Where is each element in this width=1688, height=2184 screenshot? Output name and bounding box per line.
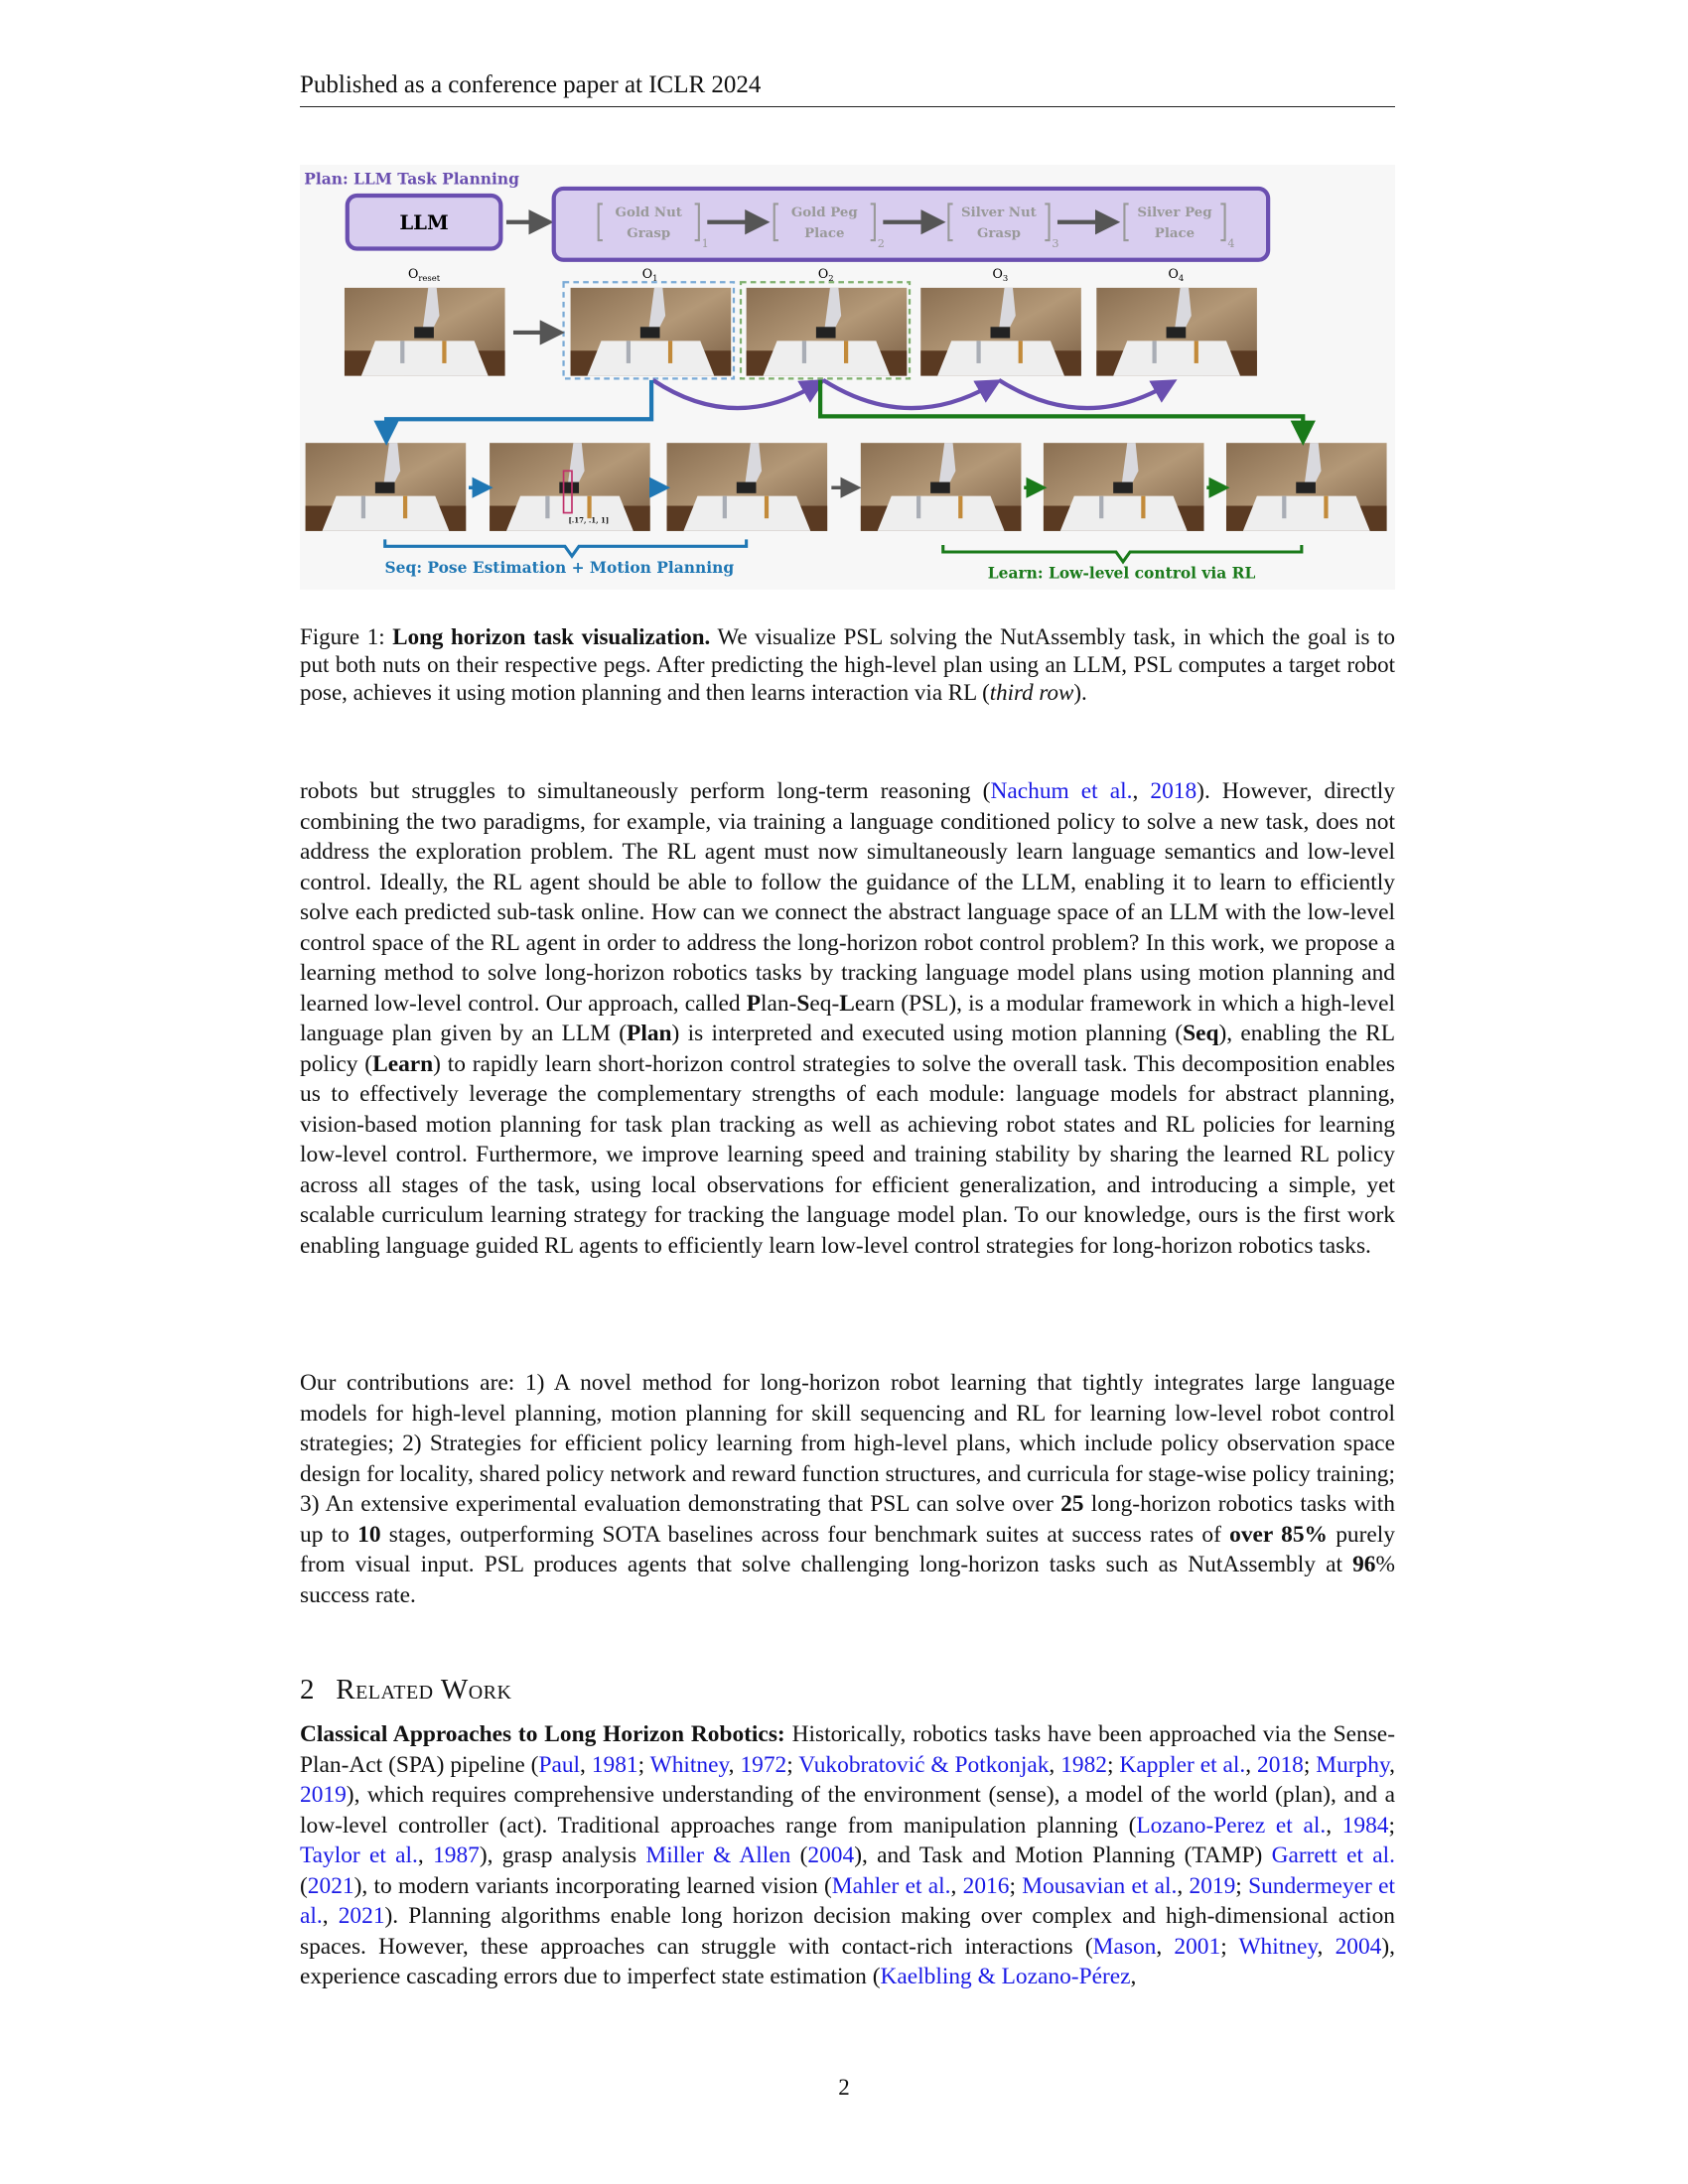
text-run: Historically, robotics tasks have been approached via the Sense-Plan-Act (SPA) pipeline ( xyxy=(300,1721,1395,1778)
bold-text: L xyxy=(839,990,855,1017)
observation-image xyxy=(920,288,1081,376)
page-number: 2 xyxy=(838,2075,850,2100)
section-number: 2 xyxy=(300,1674,315,1706)
trajectory-image xyxy=(861,443,1022,531)
citation-link[interactable]: 1987 xyxy=(433,1843,480,1868)
text-run: ; xyxy=(1303,1751,1317,1778)
text-run: ). However, directly combining the two paradigms, for example, via training a language conditioned policy to solve a new task, does not address the exploration problem. The RL agent must now simultaneously learn language semantics and low-level control. Ideally, the RL agent should be able to follow the guidance of the LLM, enabling it to learn to efficiently solve each predicted sub-task online. How can we connect the abstract language space of an LLM with the low-level control space of the RL agent in order to address the long-horizon robot control problem? In this work, we propose a learning method to solve long-horizon robotics tasks by tracking language model plans using motion planning and learned low-level control. Our approach, called xyxy=(300,778,1395,1017)
step-line2: Place xyxy=(804,225,845,242)
caption-label: Figure 1: xyxy=(300,624,393,649)
observation-label: $O_3$ xyxy=(992,266,1009,283)
section-heading xyxy=(300,1674,511,1706)
text-run: earn (PSL), is a modular framework in which a high-level language plan given by an LLM ( xyxy=(300,990,1395,1046)
citation-link[interactable]: Vukobratović & Potkonjak xyxy=(798,1751,1050,1778)
section-title: Related Work xyxy=(336,1674,512,1706)
llm-label: LLM xyxy=(399,210,449,234)
citation-link[interactable]: Garrett et al. xyxy=(1271,1843,1396,1868)
citation-link[interactable]: 1981 xyxy=(591,1751,638,1778)
text-run: ; xyxy=(1009,1872,1023,1899)
citation-link[interactable]: 2004 xyxy=(807,1843,855,1868)
observation-image xyxy=(571,288,732,376)
step-line2: Grasp xyxy=(976,225,1021,242)
citation-link[interactable]: Taylor et al. xyxy=(300,1843,418,1868)
text-run: , xyxy=(950,1872,963,1899)
text-run: stages, outperforming SOTA baselines across four benchmark suites at success rates of xyxy=(380,1521,1230,1548)
step-line1: Gold Nut xyxy=(615,205,682,221)
citation-link[interactable]: 1972 xyxy=(740,1751,787,1778)
step-index: 3 xyxy=(1052,237,1059,251)
citation-link[interactable]: 1984 xyxy=(1341,1812,1389,1839)
citation-link[interactable]: Mason xyxy=(1092,1933,1157,1960)
citation-link[interactable]: Mahler et al. xyxy=(831,1872,951,1899)
bold-text: 10 xyxy=(357,1521,381,1548)
caption-italic: third row xyxy=(989,680,1074,705)
bold-text: 96 xyxy=(1352,1552,1376,1577)
bold-text: P xyxy=(746,990,762,1017)
citation-link[interactable]: 2021 xyxy=(307,1872,354,1899)
citation-link[interactable]: 2001 xyxy=(1174,1933,1221,1960)
bold-text: Classical Approaches to Long Horizon Robotics: xyxy=(300,1721,785,1747)
text-run: ; xyxy=(1388,1812,1395,1839)
text-run: lan- xyxy=(761,990,797,1017)
text-run: ; xyxy=(637,1751,650,1778)
citation-link[interactable]: Miller & Allen xyxy=(645,1843,791,1868)
bold-text: Seq xyxy=(1183,1021,1219,1046)
figure-caption xyxy=(300,623,1395,707)
text-run: ; xyxy=(1235,1872,1249,1899)
step-line1: Silver Nut xyxy=(961,205,1037,221)
bold-text: Learn xyxy=(372,1050,434,1077)
plan-label: Plan: LLM Task Planning xyxy=(304,169,519,189)
text-run: ( xyxy=(790,1843,808,1868)
running-header: Published as a conference paper at ICLR 2024 xyxy=(300,71,762,98)
text-run: , xyxy=(580,1751,592,1778)
observation-image xyxy=(1096,288,1257,376)
text-run: , xyxy=(1317,1933,1336,1960)
text-run: ) to rapidly learn short-horizon control strategies to solve the overall task. This decomposition enables us to effectively leverage the complementary strengths of each module: language models for abstract planning, vision-based motion planning for task plan tracking as well as achieving robot states and RL policies for learning low-level control. Furthermore, we improve learning speed and training stability by sharing the learned RL policy across all stages of the task, using local observations for efficient generalization, and introducing a simple, yet scalable curriculum learning strategy for tracking the language model plan. To our knowledge, ours is the first work enabling language guided RL agents to efficiently learn low-level control strategies for long-horizon robotics tasks. xyxy=(300,1050,1395,1259)
text-run: ), and Task and Motion Planning (TAMP) xyxy=(854,1843,1272,1868)
figure-diagram xyxy=(300,165,1395,590)
text-run: ) is interpreted and executed using motion planning ( xyxy=(671,1021,1184,1046)
text-run: ( xyxy=(300,1872,308,1899)
text-run: ; xyxy=(1106,1751,1120,1778)
bold-text: 25 xyxy=(1060,1491,1084,1517)
caption-end: ). xyxy=(1073,680,1087,705)
paragraph xyxy=(300,776,1395,1261)
text-run: , xyxy=(322,1903,339,1929)
paragraph xyxy=(300,1368,1395,1610)
trajectory-image xyxy=(306,443,467,531)
text-run: , xyxy=(1245,1751,1258,1778)
text-run: ), grasp analysis xyxy=(479,1843,646,1868)
citation-link[interactable]: 2019 xyxy=(1189,1872,1236,1899)
header-rule xyxy=(300,106,1395,107)
citation-link[interactable]: Lozano-Perez et al. xyxy=(1136,1812,1327,1839)
paragraph xyxy=(300,1719,1395,1992)
citation-link[interactable]: Murphy xyxy=(1316,1751,1390,1778)
citation-link[interactable]: 2016 xyxy=(962,1872,1010,1899)
citation-link[interactable]: Kappler et al. xyxy=(1119,1751,1246,1778)
text-run: , xyxy=(1132,778,1151,804)
text-run: , xyxy=(728,1751,741,1778)
observation-label: $O_2$ xyxy=(817,266,834,283)
text-run: , xyxy=(417,1843,434,1868)
text-run: purely from visual input. PSL produces agents that solve challenging long-horizon tasks such as NutAssembly at xyxy=(300,1521,1395,1577)
citation-link[interactable]: Nachum et al. xyxy=(990,778,1133,804)
text-run: , xyxy=(1389,1751,1395,1778)
text-run: ; xyxy=(786,1751,799,1778)
citation-link[interactable]: Whitney xyxy=(1238,1933,1318,1960)
bold-text: over 85% xyxy=(1229,1521,1328,1548)
step-index: 1 xyxy=(701,237,709,251)
text-run: , xyxy=(1326,1812,1342,1839)
seq-label: Seq: Pose Estimation + Motion Planning xyxy=(384,558,735,578)
text-run: , xyxy=(1049,1751,1061,1778)
trajectory-image xyxy=(1226,443,1387,531)
caption-title: Long horizon task visualization. xyxy=(392,624,711,649)
step-line2: Place xyxy=(1154,225,1196,242)
trajectory-image xyxy=(1044,443,1204,531)
text-run: Our contributions are: 1) A novel method for long-horizon robot learning that tightly integrates large language models for high-level planning, motion planning for skill sequencing and RL for learning low-level robot control strategies; 2) Strategies for efficient policy learning from high-level plans, which include policy observation space design for locality, shared policy network and reward function structures, and curricula for stage-wise policy training; 3) An extensive experimental evaluation demonstrating that PSL can solve over xyxy=(300,1370,1395,1517)
caption-text: We visualize PSL solving the NutAssembly task, in which the goal is to put both nuts on their respective pegs. After predicting the high-level plan using an LLM, PSL computes a target robot pose, achieves it using motion planning and then learns interaction via RL ( xyxy=(300,624,1396,705)
text-run: , xyxy=(1177,1872,1190,1899)
figure-1 xyxy=(300,165,1395,590)
step-index: 2 xyxy=(877,237,885,251)
text-run: ), to modern variants incorporating learned vision ( xyxy=(353,1872,832,1899)
trajectory-image xyxy=(667,443,828,531)
learn-label: Learn: Low-level control via RL xyxy=(987,563,1256,583)
text-run: % success rate. xyxy=(300,1552,1395,1608)
text-run: eq- xyxy=(809,990,840,1017)
text-run: ), which requires comprehensive understanding of the environment (sense), a model of the world (plan), and a low-level controller (act). Traditional approaches range from manipulation planning ( xyxy=(300,1782,1395,1839)
step-index: 4 xyxy=(1227,237,1235,251)
text-run: robots but struggles to simultaneously perform long-term reasoning ( xyxy=(300,778,991,804)
step-line1: Gold Peg xyxy=(790,205,858,221)
observation-label: $O_1$ xyxy=(641,266,658,283)
citation-link[interactable]: 2018 xyxy=(1150,778,1197,804)
text-run: ), experience cascading errors due to imperfect state estimation ( xyxy=(300,1933,1395,1989)
citation-link[interactable]: Paul xyxy=(538,1751,581,1778)
bold-text: S xyxy=(796,990,810,1017)
observation-image xyxy=(747,288,908,376)
citation-link[interactable]: 2018 xyxy=(1257,1751,1304,1778)
citation-link[interactable]: Sundermeyer et al. xyxy=(300,1872,1395,1929)
text-run: ; xyxy=(1220,1933,1239,1960)
observation-label: $O_{reset}$ xyxy=(408,266,441,283)
text-run: , xyxy=(1156,1933,1175,1960)
pose-annotation: [.17, .1, 1] xyxy=(568,515,610,525)
text-run: , xyxy=(1130,1964,1137,1989)
citation-link[interactable]: 2004 xyxy=(1335,1933,1382,1960)
citation-link[interactable]: 1982 xyxy=(1060,1751,1107,1778)
text-run: long-horizon robotics tasks with up to xyxy=(300,1491,1395,1548)
bold-text: Plan xyxy=(627,1021,672,1046)
observation-label: $O_4$ xyxy=(1168,266,1185,283)
citation-link[interactable]: Kaelbling & Lozano-Pérez xyxy=(880,1964,1131,1989)
text-run: ). Planning algorithms enable long horizon decision making over complex and high-dimensional action spaces. However, these approaches can struggle with contact-rich interactions ( xyxy=(300,1903,1395,1960)
citation-link[interactable]: Whitney xyxy=(649,1751,729,1778)
citation-link[interactable]: 2019 xyxy=(300,1782,347,1808)
step-line1: Silver Peg xyxy=(1137,205,1212,221)
citation-link[interactable]: 2021 xyxy=(338,1903,385,1929)
step-line2: Grasp xyxy=(627,225,671,242)
citation-link[interactable]: Mousavian et al. xyxy=(1022,1872,1178,1899)
text-run: ), enabling the RL policy ( xyxy=(300,1021,1396,1077)
observation-image xyxy=(345,288,505,376)
